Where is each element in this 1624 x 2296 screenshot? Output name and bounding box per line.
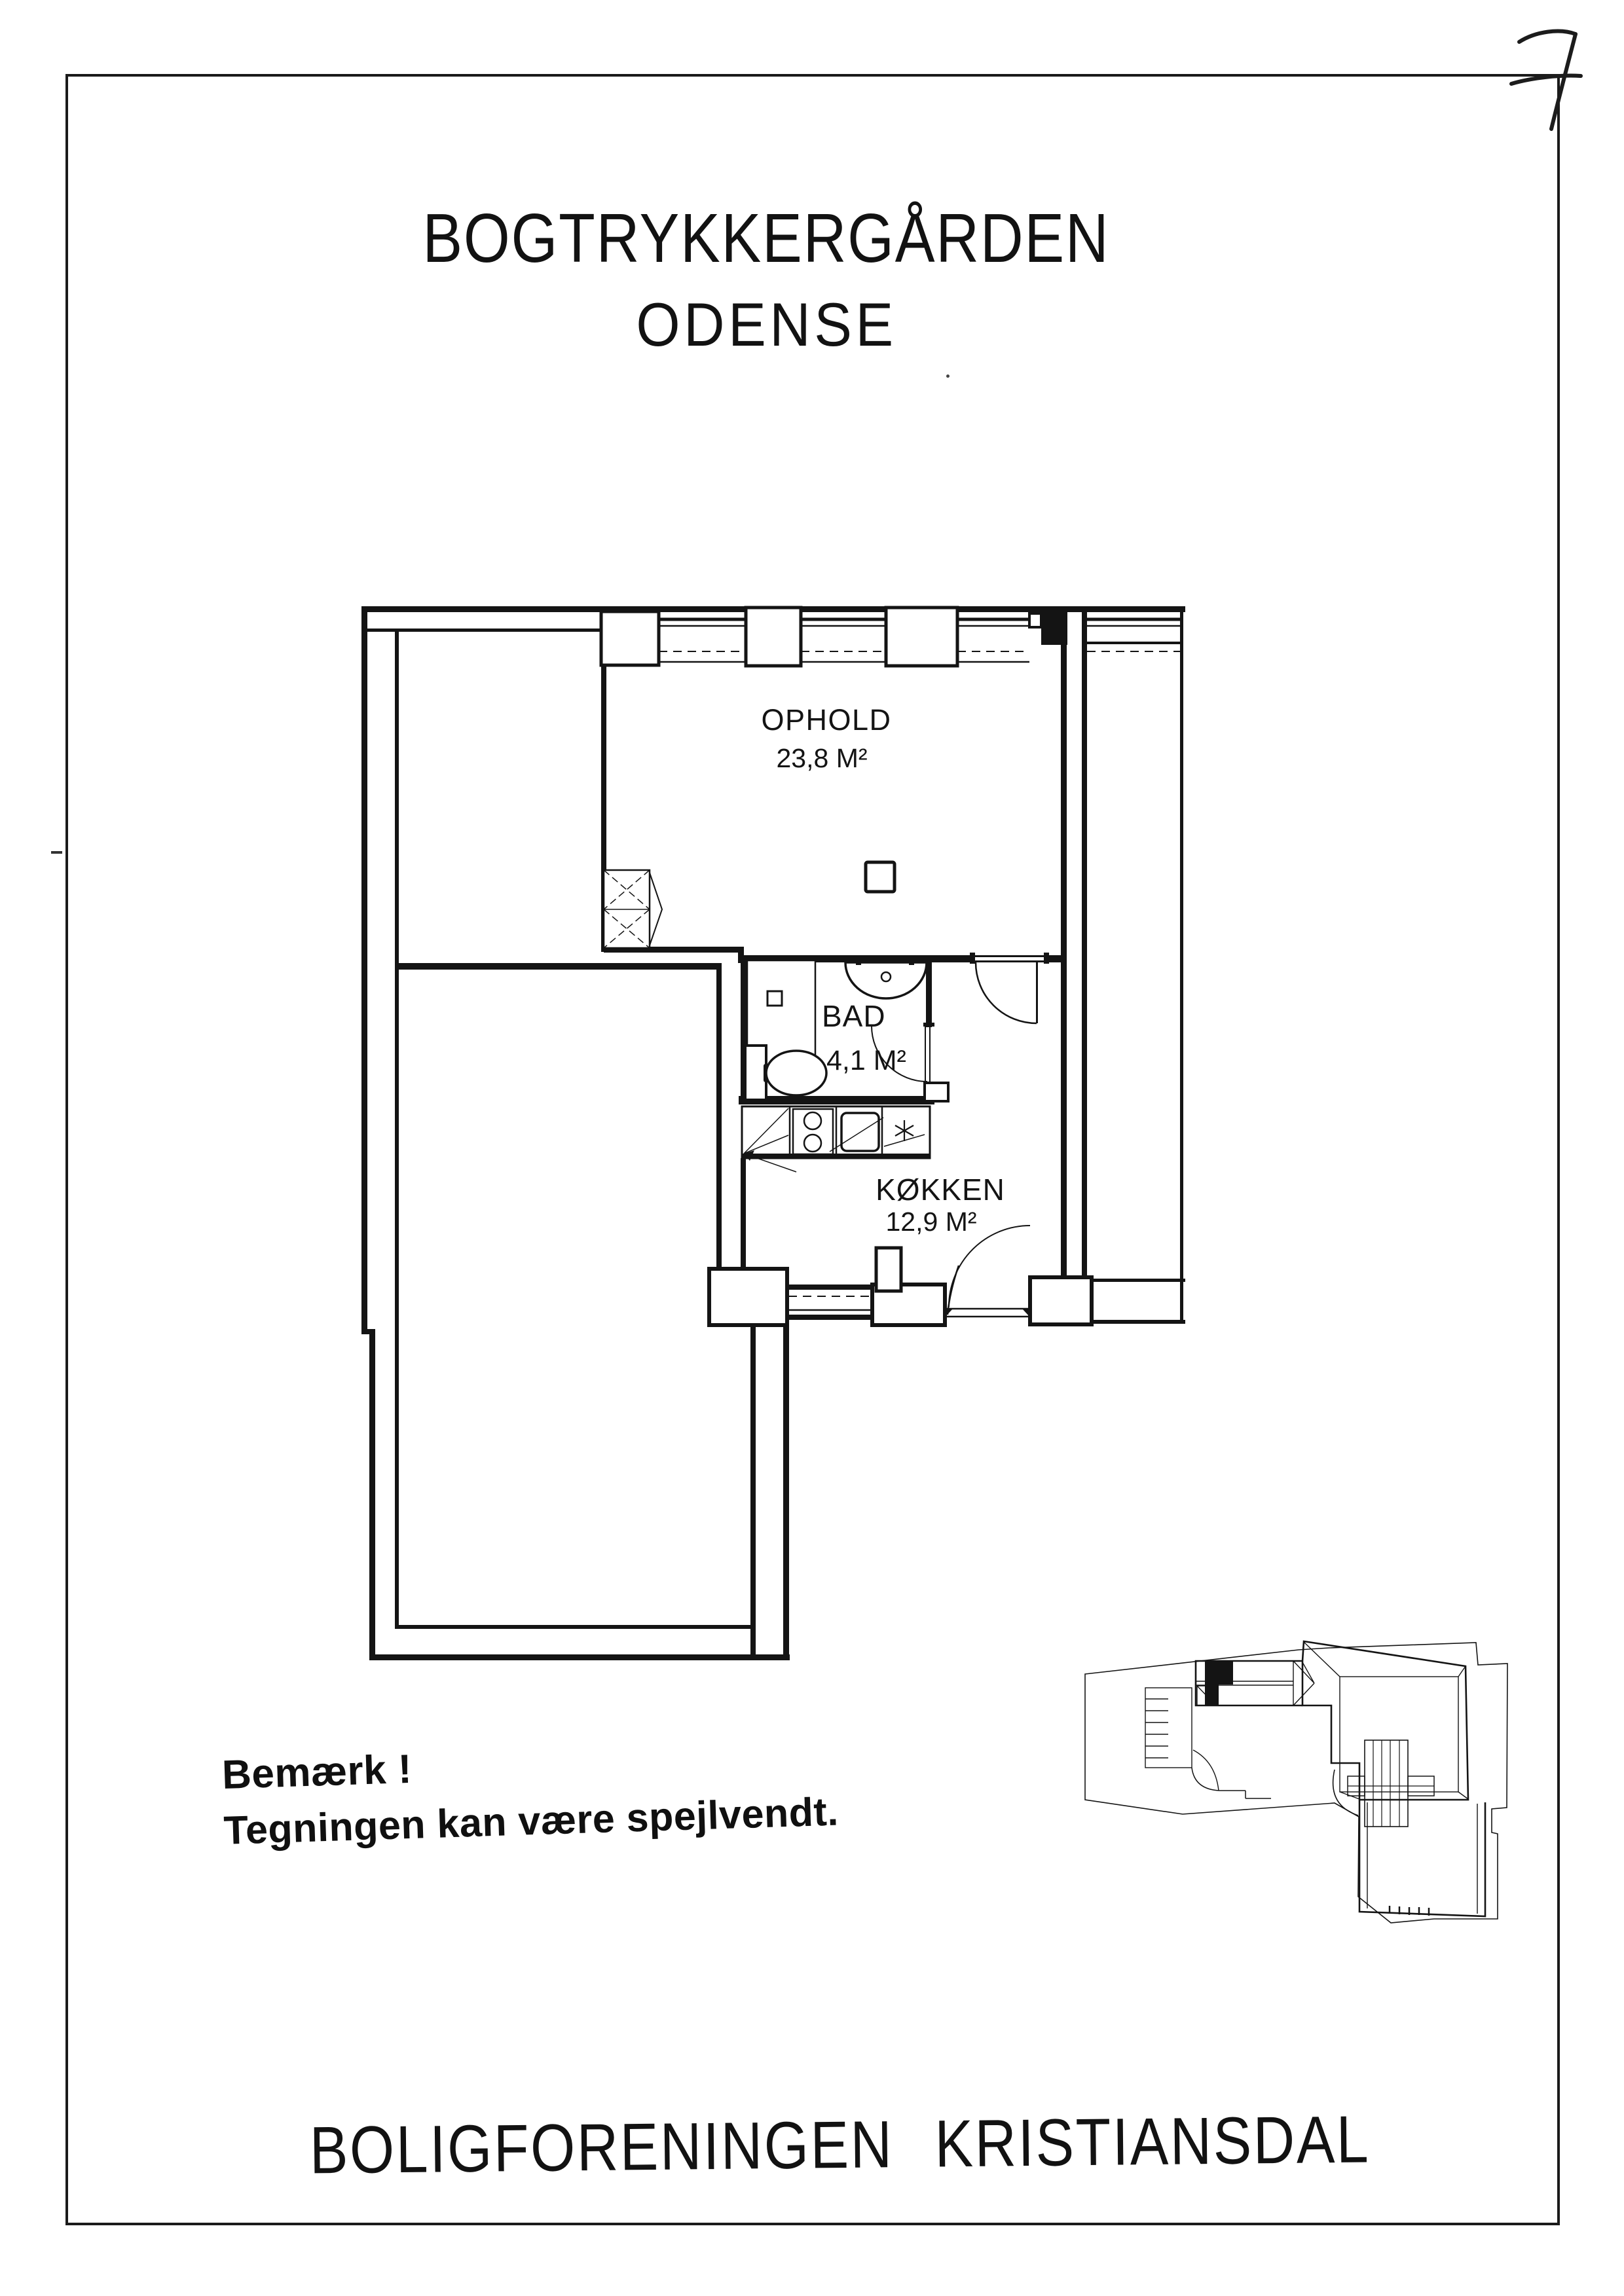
site-key-plan — [1080, 1633, 1526, 1928]
walls — [361, 606, 1185, 1660]
room-ophold-area: 23,8 M² — [776, 743, 868, 773]
scan-artifact-dot — [946, 374, 950, 378]
room-kokken-label: KØKKEN — [876, 1173, 1005, 1207]
room-ophold-label: OPHOLD — [761, 703, 892, 737]
toilet-tank-symbol — [745, 1046, 766, 1100]
wall-block-right — [1030, 1277, 1092, 1324]
project-title-text: BOGTRYKKERGÅRDEN — [422, 200, 1110, 277]
terrace-hatch-box — [1145, 1688, 1192, 1768]
foot-inner-lines — [1367, 1802, 1477, 1914]
floor-plan — [354, 589, 1198, 1676]
cabinet-door-symbol — [767, 991, 782, 1006]
burner-2 — [804, 1135, 821, 1152]
counter-end-cap — [925, 1083, 948, 1101]
note-line-1: Bemærk ! — [221, 1746, 413, 1798]
room-bad-label: BAD — [822, 999, 886, 1033]
footer — [65, 2099, 1615, 2192]
site-boundary — [1085, 1643, 1507, 1923]
wall-block-left — [709, 1269, 787, 1325]
unit-location-marker — [1205, 1661, 1233, 1705]
roof-hips-right-wing — [1304, 1642, 1468, 1799]
city-title-text: ODENSE — [635, 290, 897, 359]
door-leaf-kitchen — [948, 1266, 959, 1315]
bottom-wall-band — [709, 1248, 1092, 1325]
burner-1 — [804, 1112, 821, 1129]
note-line-2: Tegningen kan være spejlvendt. — [223, 1789, 840, 1853]
washbasin-symbol — [845, 962, 927, 998]
room-kokken-area: 12,9 M² — [885, 1207, 977, 1237]
project-title — [65, 199, 1467, 278]
window-piers — [601, 608, 1041, 666]
door-leaf-bad — [925, 1026, 930, 1082]
footer-organization: BOLIGFORENINGEN KRISTIANSDAL — [309, 2102, 1371, 2188]
building-foot — [1359, 1800, 1485, 1916]
stair-block — [1365, 1740, 1408, 1827]
handwritten-page-number-7 — [1500, 7, 1591, 137]
city-title — [65, 289, 1467, 360]
terrace-hatch-lines — [1145, 1699, 1168, 1758]
courtyard-arc — [1192, 1768, 1271, 1798]
door-arc-ophold — [976, 962, 1037, 1023]
scan-artifact-dash — [51, 851, 62, 854]
courtyard-arc-2 — [1193, 1750, 1219, 1791]
lamp-symbol — [895, 1120, 913, 1141]
chimney-symbol — [866, 862, 895, 892]
stair-treads — [1373, 1740, 1399, 1827]
room-bad-area: 4,1 M² — [826, 1045, 906, 1076]
note — [221, 1732, 840, 1853]
radiator-symbol — [876, 1248, 901, 1291]
door-arc-kitchen — [949, 1226, 1030, 1307]
toilet-bowl-symbol — [766, 1051, 826, 1095]
stair-symbol — [604, 870, 662, 948]
corner-cabinet-hatch — [744, 1108, 796, 1172]
